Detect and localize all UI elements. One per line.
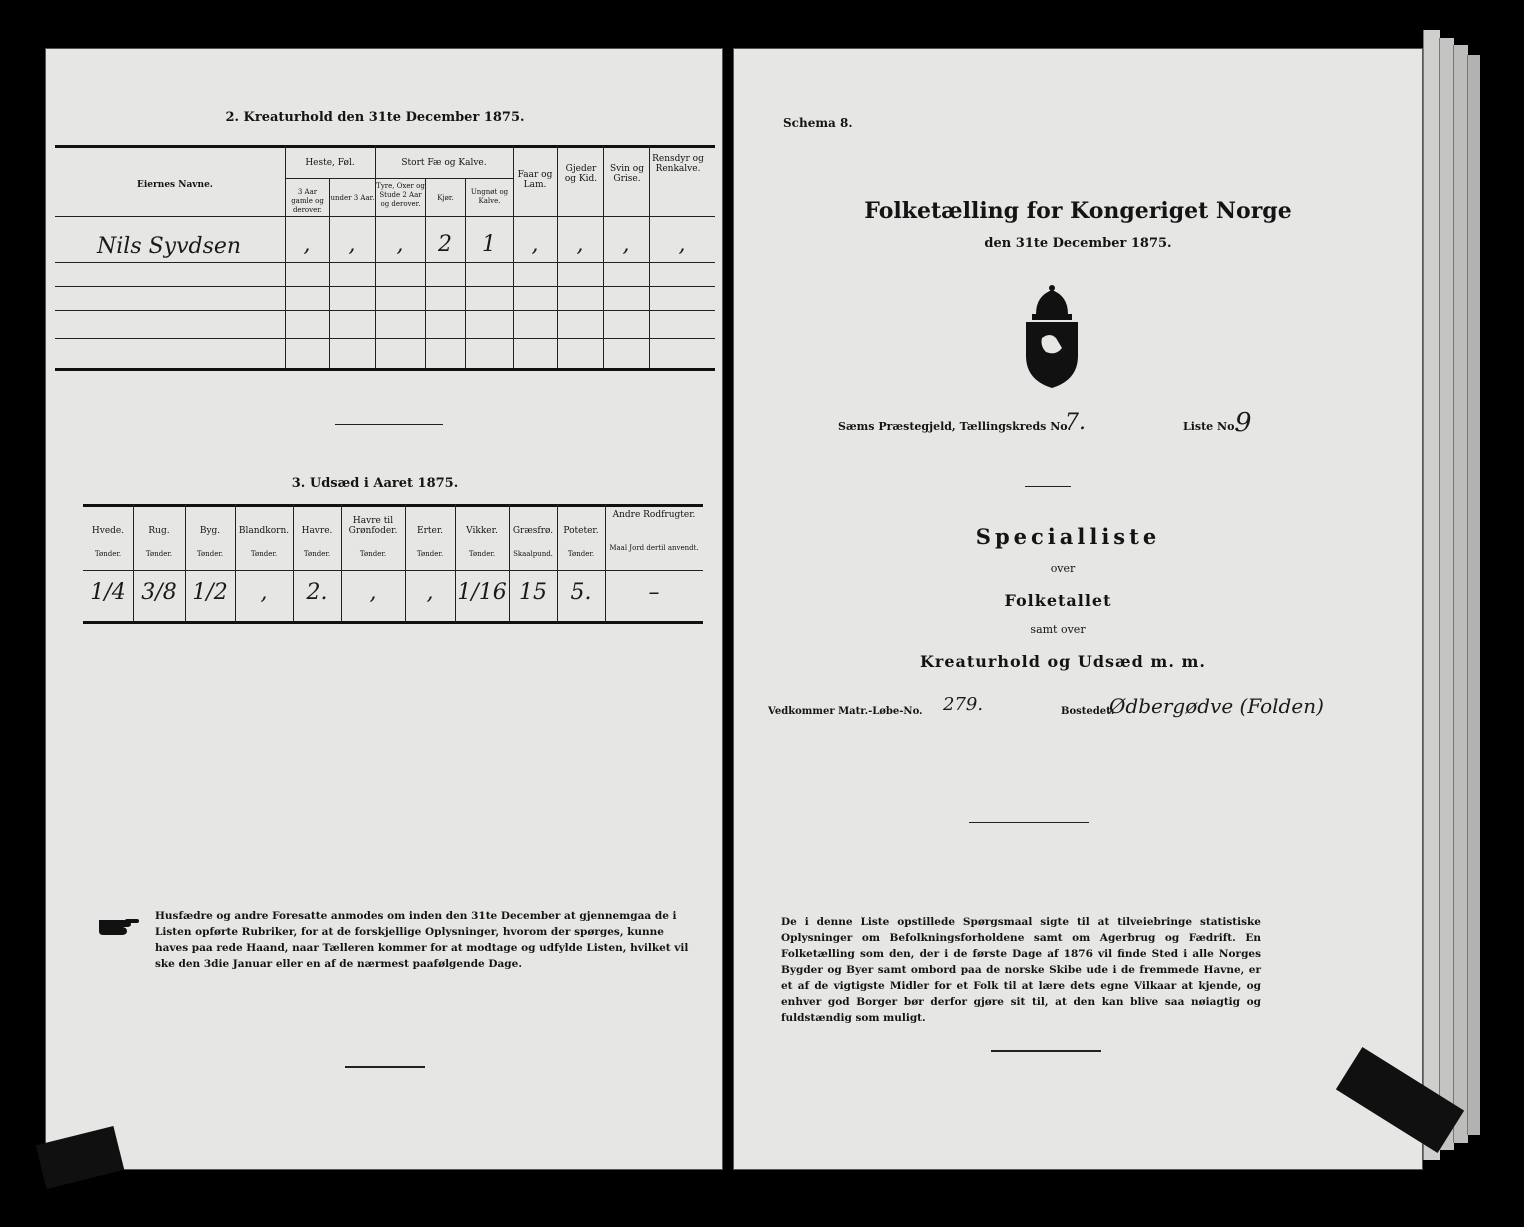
sowing-unit: Tønder. xyxy=(145,550,173,558)
sowing-value: , xyxy=(426,580,434,605)
livestock-value: 1 xyxy=(482,232,496,257)
coat-of-arms-icon xyxy=(1020,284,1084,390)
livestock-value: , xyxy=(576,232,584,257)
sowing-header: Havre. xyxy=(301,526,333,536)
livestock-value: 2 xyxy=(438,232,452,257)
right-divider-2 xyxy=(969,822,1089,823)
kreatur-title: Kreaturhold og Udsæd m. m. xyxy=(920,652,1206,671)
right-page xyxy=(733,48,1423,1170)
section3-title: 3. Udsæd i Aaret 1875. xyxy=(291,476,459,491)
kreds-number: 7. xyxy=(1065,410,1086,435)
sowing-unit: Tønder. xyxy=(303,550,331,558)
page-stack-edge xyxy=(1453,45,1468,1143)
header-rensdyr: Rensdyr og Renkalve. xyxy=(652,154,704,174)
header-stort-c: Ungnøt og Kalve. xyxy=(470,188,509,205)
pointing-hand-icon xyxy=(97,914,141,936)
footer-text: De i denne Liste opstillede Spørgsmaal sigte til at tilveiebringe statistiske Oplysninger om Befolkningsforholdene samt om Agerbrug og Fædrift. En Folketælling som den, der i de første Dage af 1876 vil finde Sted i alle Norges Bygder og Byer samt ombord paa de norske Skibe ude i de fremmede Havne, er et af de vigtigste Midler for et Folk til at lære dets egne Vilkaar at kjende, og enhver god Borger bør derfor gjøre sit til, at den kan blive saa nøiagtig og fuldstændig som muligt. xyxy=(781,916,1261,1024)
table3-top-rule xyxy=(83,504,703,507)
sowing-unit: Tønder. xyxy=(468,550,496,558)
table3-bottom-rule xyxy=(83,621,703,624)
sowing-header: Blandkorn. xyxy=(238,526,290,536)
livestock-value: , xyxy=(622,232,630,257)
sowing-unit: Tønder. xyxy=(567,550,595,558)
table2-header-rule xyxy=(55,216,715,217)
sowing-header: Byg. xyxy=(199,526,221,536)
samt-over-text: samt over xyxy=(1030,623,1086,636)
sowing-value: 15 xyxy=(519,580,547,605)
section2-title: 2. Kreaturhold den 31te December 1875. xyxy=(225,110,525,125)
folketallet-title: Folketallet xyxy=(1004,591,1112,610)
table2-col-line xyxy=(425,178,426,368)
bosted-label: Bostedet: xyxy=(1061,706,1115,717)
sowing-unit: Maal Jord dertil anvendt. xyxy=(609,544,699,552)
table2-row-line xyxy=(55,310,715,311)
sowing-value: , xyxy=(260,580,268,605)
owner-name: Nils Syvdsen xyxy=(97,234,242,259)
table2-row-line xyxy=(55,262,715,263)
schema-label: Schema 8. xyxy=(783,116,853,130)
census-date: den 31te December 1875. xyxy=(984,236,1172,251)
sowing-header: Hvede. xyxy=(91,526,125,536)
sowing-value: 1/2 xyxy=(192,580,228,605)
livestock-value: , xyxy=(531,232,539,257)
notice-text: Husfædre og andre Foresatte anmodes om inden den 31te December at gjennemgaa de i Listen opførte Rubriker, for at de forskjellige Oplysninger, hvorom der spørges, kunne haves paa rede Haand, naar Tælleren kommer for at modtage og udfylde Listen, hvilket vil ske den 3die Januar eller en af de nærmest paafølgende Dage. xyxy=(155,910,689,970)
livestock-value: , xyxy=(303,232,311,257)
table3-header-rule xyxy=(83,570,703,571)
bottom-divider xyxy=(345,1066,425,1068)
section-divider xyxy=(335,424,443,425)
sowing-value: , xyxy=(369,580,377,605)
liste-label: Liste No. xyxy=(1183,420,1239,433)
header-stort: Stort Fæ og Kalve. xyxy=(401,158,487,168)
sowing-header: Havre til Grønfoder. xyxy=(348,516,398,536)
matr-label: Vedkommer Matr.-Løbe-No. xyxy=(768,706,923,717)
sowing-unit: Tønder. xyxy=(416,550,444,558)
bosted-value: Ødbergødve (Folden) xyxy=(1109,694,1324,718)
header-gjeder: Gjeder og Kid. xyxy=(564,164,598,184)
left-page xyxy=(45,48,723,1170)
page-stack-edge xyxy=(1439,38,1454,1150)
matr-number: 279. xyxy=(943,694,984,715)
page-stack-edge xyxy=(1423,30,1440,1160)
sowing-header: Rug. xyxy=(148,526,170,536)
header-heste: Heste, Føl. xyxy=(305,158,355,168)
page-stack-edge xyxy=(1467,55,1480,1135)
header-owner: Eiernes Navne. xyxy=(137,180,213,190)
right-divider-3 xyxy=(991,1050,1101,1052)
sowing-value: 1/16 xyxy=(457,580,507,605)
sowing-unit: Tønder. xyxy=(250,550,278,558)
right-divider-1 xyxy=(1025,486,1071,487)
header-heste-a: 3 Aar gamle og derover. xyxy=(291,188,324,214)
sowing-unit: Tønder. xyxy=(94,550,122,558)
header-svin: Svin og Grise. xyxy=(610,164,644,184)
sowing-header: Vikker. xyxy=(466,526,498,536)
sowing-header: Græsfrø. xyxy=(512,526,554,536)
sowing-unit: Skaalpund. xyxy=(513,550,553,558)
sowing-value: 5. xyxy=(570,580,592,605)
census-title: Folketælling for Kongeriget Norge xyxy=(864,198,1292,224)
header-stort-b: Kjør. xyxy=(437,194,454,202)
header-stort-a: Tyre, Oxer og Stude 2 Aar og derover. xyxy=(376,182,425,208)
sowing-unit: Tønder. xyxy=(196,550,224,558)
specialliste-title: Specialliste xyxy=(975,524,1161,549)
table2-top-rule xyxy=(55,145,715,148)
table2-col-line xyxy=(649,145,650,368)
sowing-value: 2. xyxy=(306,580,328,605)
table2-col-line xyxy=(603,145,604,368)
livestock-value: , xyxy=(348,232,356,257)
sowing-value: 1/4 xyxy=(90,580,126,605)
table2-bottom-rule xyxy=(55,368,715,371)
livestock-value: , xyxy=(396,232,404,257)
prestegjeld-line: Sæms Præstegjeld, Tællingskreds No. xyxy=(838,420,1072,433)
table2-col-line xyxy=(329,178,330,368)
liste-number: 9 xyxy=(1235,408,1252,438)
sowing-header: Poteter. xyxy=(563,526,599,536)
sowing-unit: Tønder. xyxy=(359,550,387,558)
table2-subheader-rule xyxy=(285,178,513,179)
table2-col-line xyxy=(465,178,466,368)
sowing-value: – xyxy=(648,580,660,605)
sowing-header: Andre Rodfrugter. xyxy=(612,510,696,520)
table2-row-line xyxy=(55,286,715,287)
livestock-value: , xyxy=(678,232,686,257)
table2-row-line xyxy=(55,338,715,339)
over-text: over xyxy=(1050,562,1076,575)
header-heste-b: under 3 Aar. xyxy=(330,194,375,202)
sowing-header: Erter. xyxy=(417,526,443,536)
table2-col-line xyxy=(557,145,558,368)
sowing-value: 3/8 xyxy=(141,580,177,605)
table2-col-line xyxy=(513,145,514,368)
header-faar: Faar og Lam. xyxy=(517,170,553,190)
